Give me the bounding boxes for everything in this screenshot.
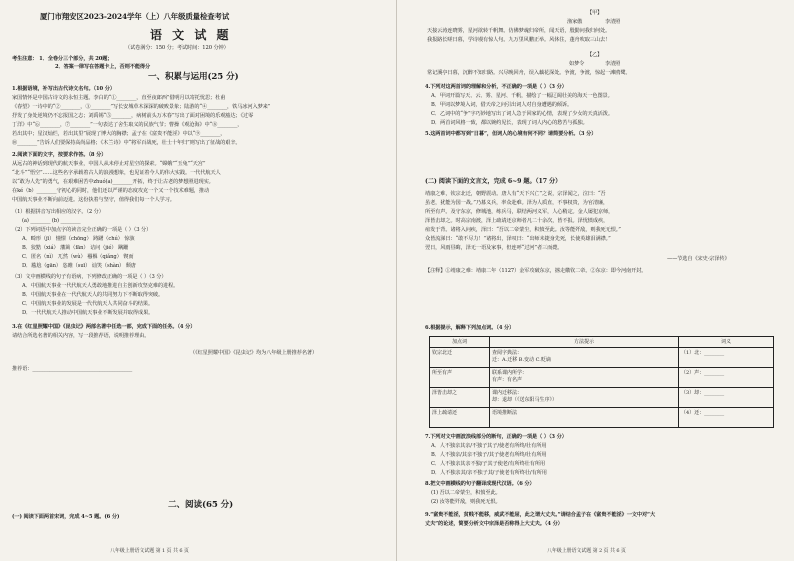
classical-notes: 【注释】①靖康之难：靖康二年（1127）金军攻破东京，掳走徽钦二帝。②东京：即今河南开封。 <box>425 268 647 274</box>
exam-subject-title: 语 文 试 题 <box>150 28 232 42</box>
table-header-cell: 方法提示 <box>490 337 679 348</box>
q4-line: 4.下列对这两首词的理解和分析，不正确的一项是（ ）（3 分） <box>425 84 567 90</box>
left-line: 3.在《红星照耀中国》《昆虫记》两部名著中任选一部，完成下面的任务。（4 分） <box>12 324 196 330</box>
poem-a-title: 渔家傲 <box>567 19 583 25</box>
classical-source: ——节选自《宋史·宗泽传》 <box>667 256 730 262</box>
left-line: C．匿名（nì） 兀然（wù） 襁褓（qiǎng） 锲而 <box>22 254 134 260</box>
table-answer-cell[interactable]: （2）声：________ <box>679 368 774 388</box>
notes-line-1: 考生注意： 1．全卷分三个部分，共 20题； <box>12 56 113 62</box>
exam-meta: （试卷满分：150 分；考试时间：120 分钟） <box>125 45 229 51</box>
q7-line: D．人不独亲其/亲不独子其/子使老有所终壮/有所用 <box>431 470 547 476</box>
section-1-heading: 一、积累与运用(25 分) <box>148 72 239 82</box>
reading-1-intro: (一) 阅读下面两首宋词，完成 4~5 题。(6 分) <box>12 514 120 520</box>
table-cell: 查阅字典法： 迁：A.迁移 B.变动 C.贬谪 <box>490 348 679 368</box>
q8-line: 8.把文中画横线的句子翻译成现代汉语。（6 分） <box>425 481 535 487</box>
q7-line: B．人不独亲/其亲不独子/其子使老有所终/壮有所用 <box>431 452 547 458</box>
left-line: 从远古的神话到现代的航天事业，中国人从未停止对星空的探索。“嫦娥”“玉兔”“天宫” <box>12 161 206 167</box>
left-line: ⑩________”告诉人们要保持高尚品格；《木兰诗》中“将军百战死，壮士十年归”则写出了征战的艰辛。 <box>12 140 241 146</box>
reading-2-intro: (二) 阅读下面的文言文，完成 6~9 题。（17 分） <box>425 178 562 185</box>
poem-a-tag: 【甲】 <box>587 10 603 16</box>
poem-b-tag: 【乙】 <box>587 52 603 58</box>
left-line: B．狡黠（xiá） 藩篱（fān） 诘问（jié） 蹒跚 <box>22 245 129 251</box>
poem-b-author: 李清照 <box>605 61 621 67</box>
left-line: A．畸形（jī） 憧憬（chōng） 踌躇（chú） 惊骇 <box>22 236 135 242</box>
table-answer-cell[interactable]: （3）却：________ <box>679 388 774 408</box>
q8-line: (2) 汝等能歼敌，则我死无恨。 <box>431 499 501 505</box>
table-cell: 语境推断法 <box>490 408 679 428</box>
classical-line: 翌日，风雨昼晦，泽无一语及家事，但连呼“过河”者三而薨。 <box>425 245 563 251</box>
poem-a-line: 我报路长嗟日暮，学诗谩有惊人句。九万里风鹏正举。风休住，蓬舟吹取三山去！ <box>427 37 611 43</box>
table-row <box>430 408 774 428</box>
left-line: 《春望》一诗中的“②________，③________”写长安城草木深深的破败景象；陆游的“④________，铁马冰河入梦来” <box>12 104 271 110</box>
left-line: （1）根据拼音写出相应的汉字。（2 分） <box>12 209 104 215</box>
classical-line: 虽老，犹能为国一战。”乃募义兵，率众赴难。泽为人质直，不事权贵，为官清廉， <box>425 200 609 206</box>
table-header-cell: 词义 <box>679 337 774 348</box>
left-line: 家国情怀是中国古诗文的永恒主题。李白的“①________，直至夜郎西”借明月以寄托忧思；杜甫 <box>12 95 226 101</box>
exam-page-right <box>397 0 794 561</box>
table-cell: 联系课内所学： 有声：有名声 <box>490 368 679 388</box>
left-line: 在ké（b）________守初心的同时，他们还以严谨的态度攻克一个又一个技术难题，推动 <box>12 188 210 194</box>
q4-line: A．甲词开篇写天、云、雾、星河、千帆，描绘了一幅辽阔壮美的海天一色图景。 <box>431 93 613 99</box>
left-line: D．一代代航天人推动中国航天事业不断发展并取得成果。 <box>22 310 154 316</box>
classical-line: 众皆流涕曰：“敢不尽力！”诸将出，泽叹曰：“出师未捷身先死，长使英雄泪满襟。” <box>425 236 611 242</box>
page-footer: 八年级上册语文试题 第 1 页 共 6 页 <box>110 548 189 554</box>
table-cell: 课内迁移法： 却：退却（《送东阳马生序》） <box>490 388 679 408</box>
q7-line: C．人不独亲其亲不独/子其子使老/有所终壮有所用 <box>431 461 546 467</box>
left-line: (a) ________ (b) ________ <box>22 218 81 224</box>
q7-line: 7.下列对文中画波浪线部分的断句，正确的一项是（ ）（3 分） <box>425 434 567 440</box>
classical-line: 靖康之难，钦宗北迁，朝野震动。唐人有“天下兴亡”之说，宗泽闻之，泣曰：“吾 <box>425 191 606 197</box>
table-row <box>430 388 774 408</box>
q9-line: 9.“富贵不能淫，贫贱不能移，威武不能屈，此之谓大丈夫。”请结合孟子在《富贵不能淫》一文中对“大 <box>425 512 656 518</box>
section-2-heading: 二、阅读(65 分) <box>168 500 234 510</box>
classical-line: 疽发于背。诸将入问疾，泽曰：“吾以二帝蒙尘，积愤至此。汝等能歼敌，则我死无恨。” <box>425 227 621 233</box>
poem-b-line: 常记溪亭日暮，沉醉不知归路。兴尽晚回舟，误入藕花深处。争渡，争渡，惊起一滩鸥鹭。 <box>427 70 631 76</box>
left-line: 以“敢为人先”的勇气，在艰难困苦中zhuó(a)________开拓，终于让古老的梦想照进现实。 <box>12 179 214 185</box>
q5-line: 5.这两首词中都写到“日暮”，但词人的心境有何不同？请简要分析。（3 分） <box>425 131 597 137</box>
left-line: 推荐语：________________________________________ <box>12 366 133 372</box>
left-line: C．中国航天事业的发展是一代代航天人共同奋斗的结果。 <box>22 301 154 307</box>
q9-line: 丈夫”的论述，简要分析文中宗泽是否称得上大丈夫。（4 分） <box>425 521 563 527</box>
table-row <box>430 368 774 388</box>
table-cell: 钦宗北迁 <box>430 348 490 368</box>
left-line: （2）下列词语中加点字的读音完全正确的一项是（ ）（3 分） <box>12 227 152 233</box>
word-meaning-table <box>429 336 774 428</box>
table-cell: 所至有声 <box>430 368 490 388</box>
left-line: 请结合所选名著的相关内容，写一段推荐语，说明推荐理由。 <box>12 333 150 339</box>
exam-header-title: 厦门市翔安区2023-2024学年（上）八年级质量检查考试 <box>40 12 230 21</box>
left-line: 若出其中；星汉灿烂，若出其里”展现了博大的胸襟；孟子在《富贵不能淫》中以“⑨________， <box>12 131 226 137</box>
page-footer: 八年级上册语文试题 第 2 页 共 6 页 <box>547 548 626 554</box>
left-line: D．尴尬（gān） 恣睢（suī） 讪笑（shàn） 颓唐 <box>22 263 136 269</box>
left-line: （《红星照耀中国》《昆虫记》均为八年级上册推荐名著） <box>190 350 318 356</box>
left-line: 丁洋》中“⑥________，⑦________”一句表达了舍生取义的民族气节；曹操《观沧海》中“⑧________， <box>12 122 243 128</box>
left-line: 1.根据语境，补写出古代诗文名句。（10 分） <box>12 86 115 92</box>
table-answer-cell[interactable]: （1）北：________ <box>679 348 774 368</box>
q6-line: 6.根据提示，解释下列加点词。（4 分） <box>425 325 515 331</box>
table-header-row <box>430 337 774 348</box>
poem-a-author: 李清照 <box>605 19 621 25</box>
left-line: “北斗”“悟空”……这些名字承载着古人的浪漫想象，也见证着今人的伟大实践。一代代航天人 <box>12 170 221 176</box>
left-line: 2.阅读下面的文字，按要求作答。（8 分） <box>12 152 107 158</box>
left-line: 抒发了身处逆境仍不忘报国之志；刘禹锡“⑤________，病树前头万木春”写出了面对困境的乐观豁达；《过零 <box>12 113 254 119</box>
q4-line: D．两首词风格一致，都以婉约见长，表现了词人内心的愁苦与孤独。 <box>431 120 588 126</box>
poem-b-title: 如梦令 <box>569 61 585 67</box>
table-row <box>430 348 774 368</box>
q4-line: B．甲词以梦境入词，借天帝之问引出词人对自身遭遇的倾诉。 <box>431 102 573 108</box>
notes-line-2: 2．答案一律写在答题卡上，否则不能得分 <box>55 64 151 70</box>
left-line: B．中国航天事业在一代代航天人的共同努力下不断取得突破。 <box>22 292 164 298</box>
table-cell: 泽皆击却之 <box>430 388 490 408</box>
table-answer-cell[interactable]: （4）还：________ <box>679 408 774 428</box>
q4-line: C．乙词中的“争”字巧妙地写出了词人急于回家的心情，表现了少女的天真活泼。 <box>431 111 613 117</box>
q8-line: (1) 吾以二帝蒙尘，积愤至此。 <box>431 490 501 496</box>
table-cell: 泽上疏请还 <box>430 408 490 428</box>
left-line: （3）文中画横线的句子有语病，下列修改正确的一项是（ ）（3 分） <box>12 274 167 280</box>
classical-line: 所至有声。及守东京，修城池，练兵马，联结两河义军，人心稍定。金人屡犯京师， <box>425 209 614 215</box>
left-line: A．中国航天事业一代代航天人勇敢地推进自主创新攻坚克难的进程。 <box>22 283 179 289</box>
q7-line: A．人不独亲其亲/不独子其子/使老有所终/壮有所用 <box>431 443 547 449</box>
classical-line: 泽皆击却之。时高宗南渡，泽上疏请还京师者凡二十余次，皆不报。泽忧愤成疾， <box>425 218 609 224</box>
left-line: 中国航天事业不断向前迈进。这份执着与坚守，值得我们每一个人学习。 <box>12 197 175 203</box>
table-header-cell: 加点词 <box>430 337 490 348</box>
poem-a-line: 天接云涛连晓雾，星河欲转千帆舞。仿佛梦魂归帝所，闻天语，殷勤问我归何处。 <box>427 28 611 34</box>
